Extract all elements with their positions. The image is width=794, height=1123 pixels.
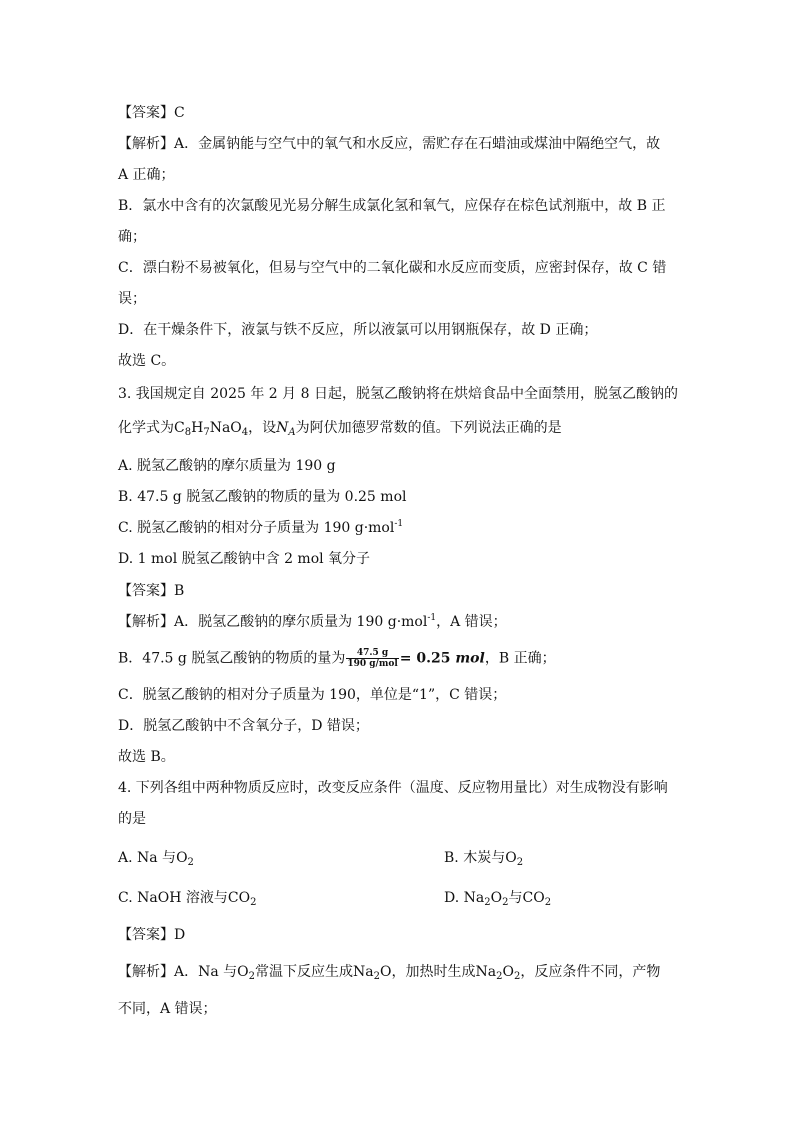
q2-conclusion: 故选 C。 xyxy=(118,353,176,369)
analysis-tag: 【解析】 xyxy=(118,614,174,630)
analysis-tag: 【解析】 xyxy=(118,964,174,980)
q3-option-c: C. 脱氢乙酸钠的相对分子质量为 190 g·mol$^{-1}$ xyxy=(118,519,404,536)
q2-answer xyxy=(118,103,185,123)
q3-option-b: B. 47.5 g 脱氢乙酸钠的物质的量为 0.25 mol xyxy=(118,489,407,505)
q4-option-b: B. 木炭与$O_2$ xyxy=(444,850,524,868)
q3-answer xyxy=(118,581,184,601)
chem-formula: $C_8H_7NaO_4$ xyxy=(174,420,249,438)
q3-stem-line-2: 化学式为$C_8H_7NaO_4$，设$N_A$为阿伏加德罗常数的值。下列说法正确的是 xyxy=(118,420,562,438)
q2-analysis-line-7: D．在干燥条件下，液氯与铁不反应，所以液氯可以用钢瓶保存，故 D 正确； xyxy=(118,322,598,338)
q3-stem-line-1: 3. 我国规定自 2025 年 2 月 8 日起，脱氢乙酸钠将在烘焙食品中全面禁用，脱氢乙酸钠的 xyxy=(118,386,678,402)
q2-analysis-line-1 xyxy=(118,134,660,154)
answer-tag: 【答案】 xyxy=(118,583,174,599)
q4-analysis-a: 【解析】A．Na 与$O_2$常温下反应生成$Na_2O$，加热时生成$Na_2O_2$，反应条件不同，产物 xyxy=(118,964,661,982)
q4-answer xyxy=(118,925,185,945)
answer-value: C xyxy=(174,105,185,121)
q4-stem-line-1: 4. 下列各组中两种物质反应时，改变反应条件（温度、反应物用量比）对生成物没有影响 xyxy=(118,780,668,796)
fraction: $\frac{47.5 g}{\text{190 g/mol}}$ xyxy=(347,648,398,669)
q2-analysis-line-3: B．氯水中含有的次氯酸见光易分解生成氯化氢和氧气，应保存在棕色试剂瓶中，故 B 正 xyxy=(118,198,666,214)
q3-option-a: A. 脱氢乙酸钠的摩尔质量为 190 g xyxy=(118,458,336,474)
q2-analysis-line-5: C．漂白粉不易被氧化，但易与空气中的二氧化碳和水反应而变质，应密封保存，故 C 错 xyxy=(118,260,667,276)
answer-tag: 【答案】 xyxy=(118,105,174,121)
q3-analysis-b: B．47.5 g 脱氢乙酸钠的物质的量为 $\frac{47.5 g}{\text{190 g/mol}}$ = 0.25 mol，B 正确； xyxy=(118,648,556,669)
q3-conclusion: 故选 B。 xyxy=(118,749,175,765)
q3-option-d: D. 1 mol 脱氢乙酸钠中含 2 mol 氧分子 xyxy=(118,551,371,567)
q4-option-c: C. NaOH 溶液与$CO_2$ xyxy=(118,890,257,908)
answer-value: B xyxy=(174,583,185,599)
q4-stem-line-2: 的是 xyxy=(118,811,146,827)
q3-analysis-a: 【解析】A．脱氢乙酸钠的摩尔质量为 190 g·mol$^{-1}$，A 错误； xyxy=(118,613,507,630)
answer-value: D xyxy=(174,927,186,943)
q4-option-a: A. Na 与$O_2$ xyxy=(118,850,194,868)
q4-analysis-a-cont: 不同，A 错误； xyxy=(118,1001,217,1017)
q2-analysis-line-4: 确； xyxy=(118,229,146,245)
q3-analysis-d: D．脱氢乙酸钠中不含氧分子，D 错误； xyxy=(118,718,369,734)
analysis-text: A．金属钠能与空气中的氧气和水反应，需贮存在石蜡油或煤油中隔绝空气，故 xyxy=(174,136,661,152)
stem-text: 化学式为 xyxy=(118,420,174,436)
q4-option-d: D. $Na_2O_2$与$CO_2$ xyxy=(444,890,552,908)
analysis-tag: 【解析】 xyxy=(118,136,174,152)
avogadro-symbol: $N_A$ xyxy=(276,420,296,438)
answer-tag: 【答案】 xyxy=(118,927,174,943)
q2-analysis-line-2: A 正确； xyxy=(118,167,175,183)
q2-analysis-line-6: 误； xyxy=(118,291,146,307)
q3-analysis-c: C．脱氢乙酸钠的相对分子质量为 190，单位是“1”，C 错误； xyxy=(118,687,507,703)
